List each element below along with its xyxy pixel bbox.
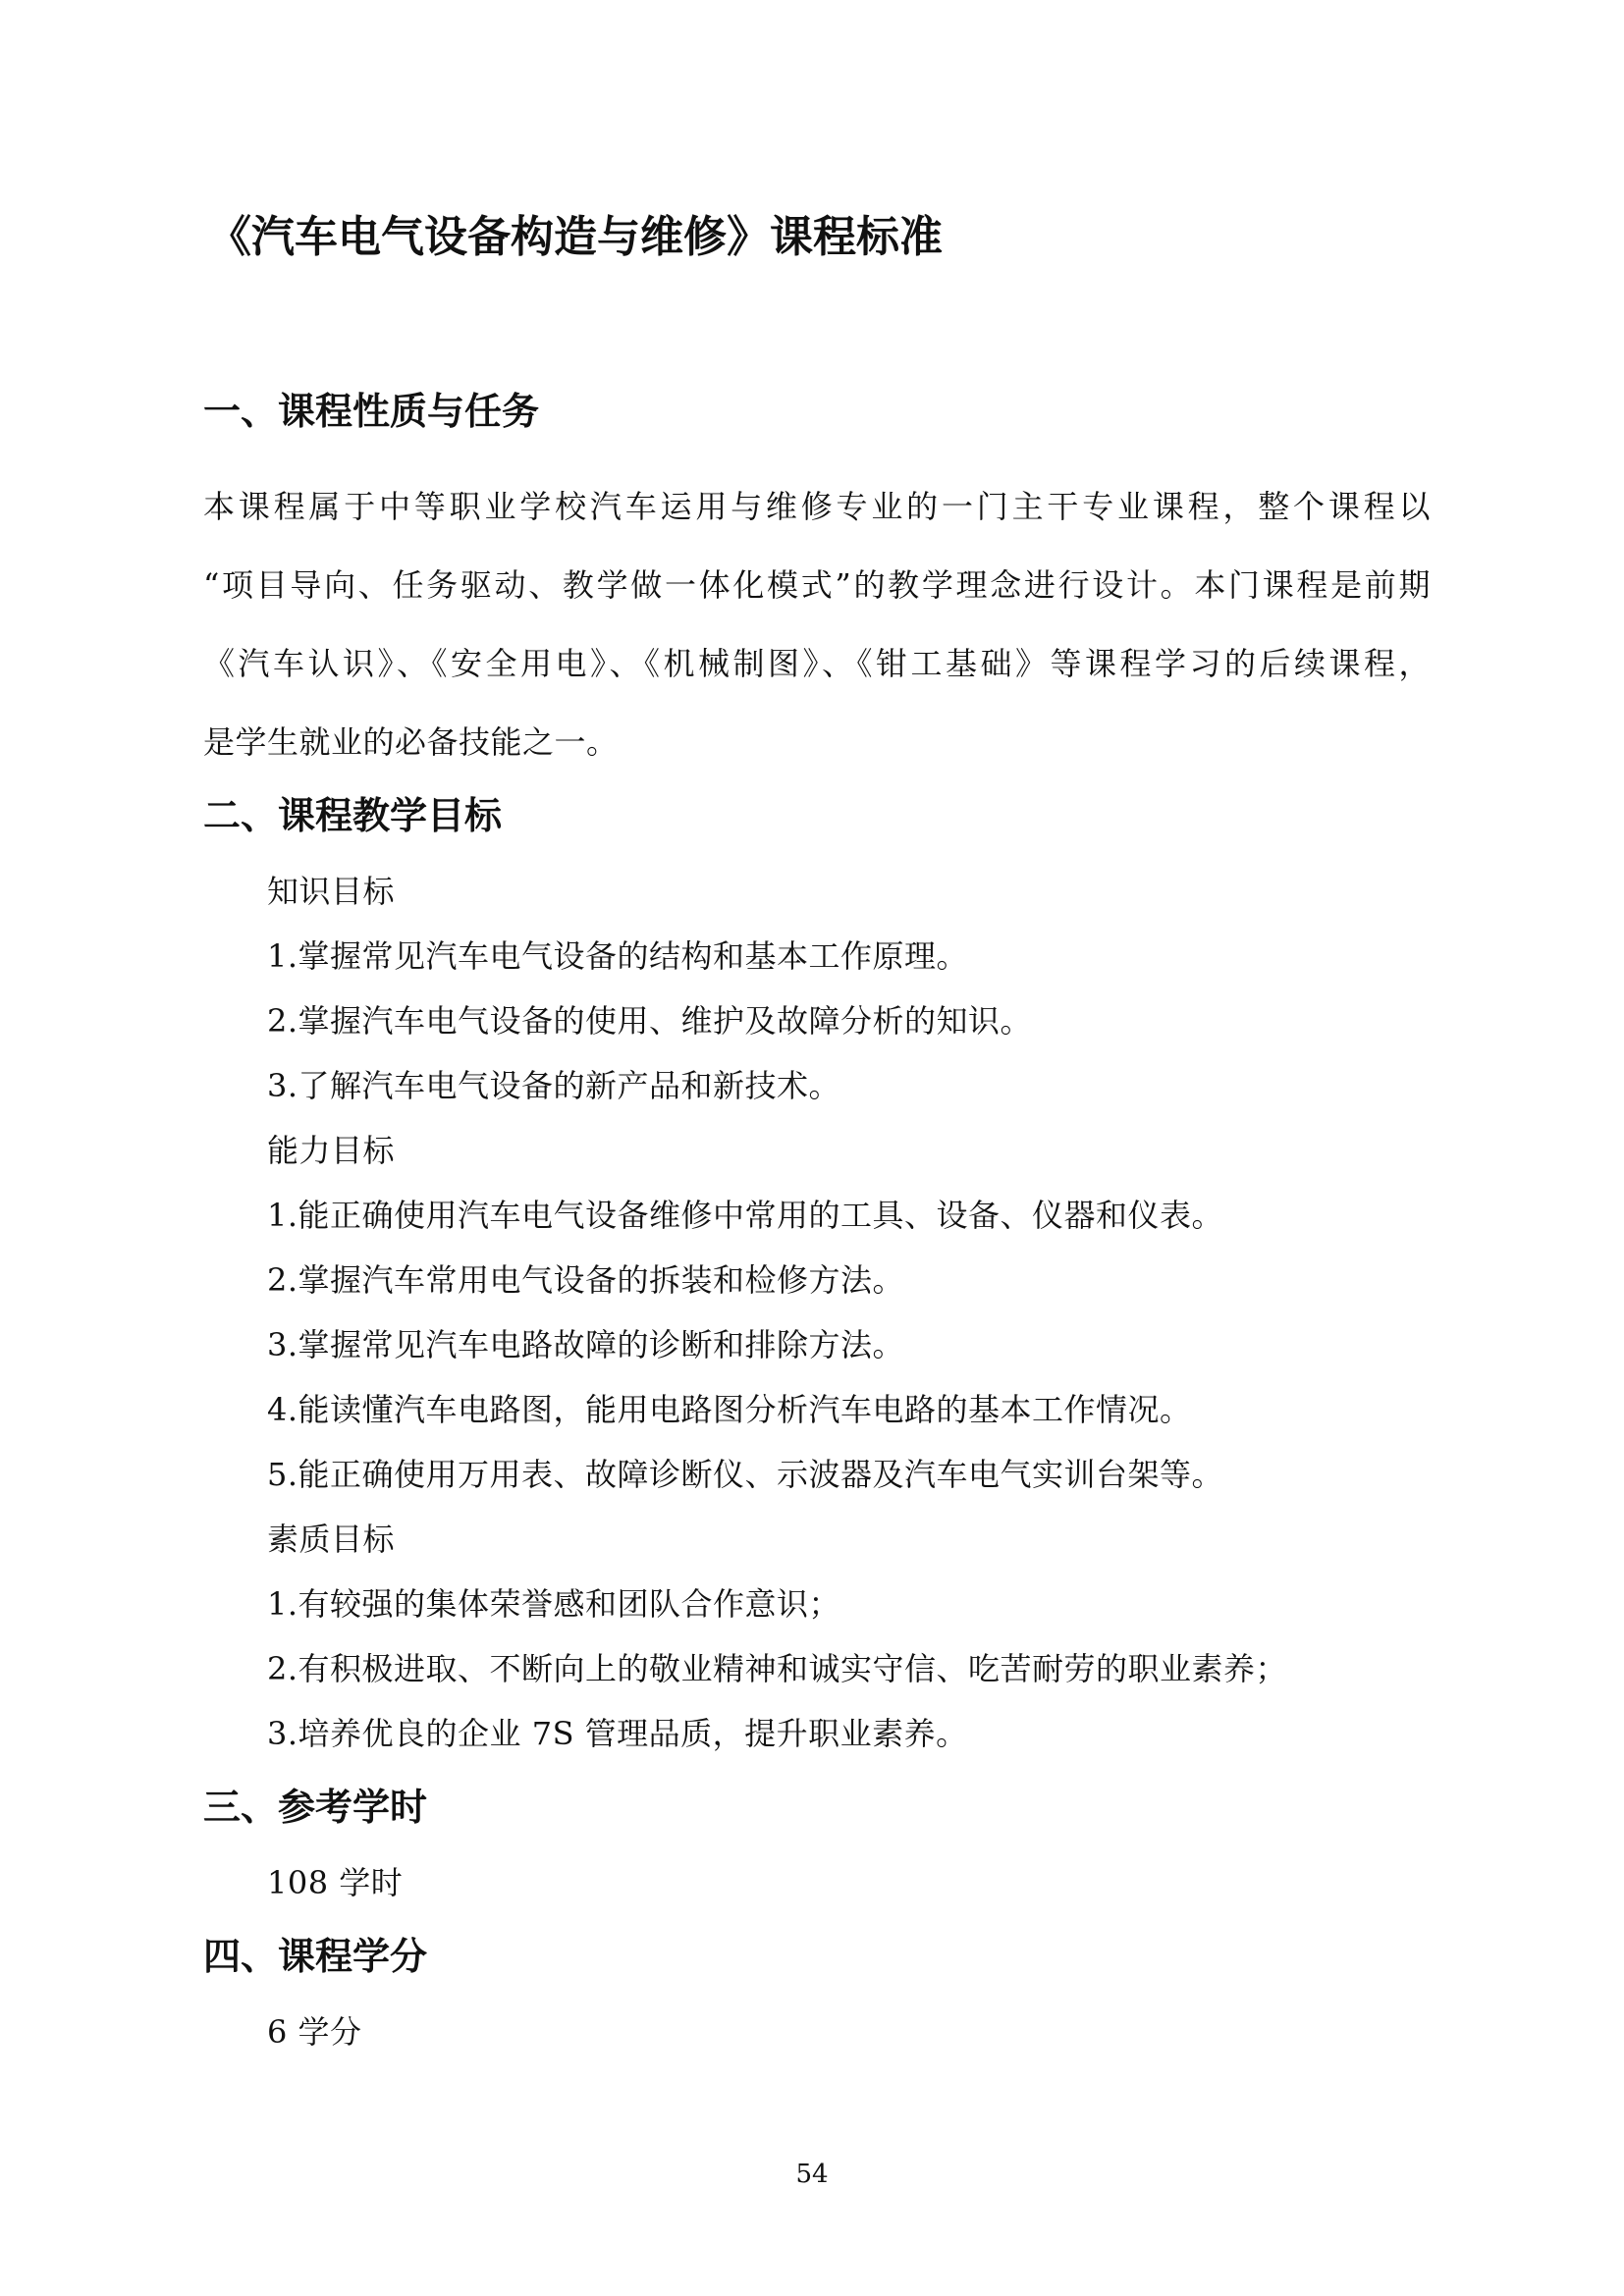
quality-goal-item: 2.有积极进取、不断向上的敬业精神和诚实守信、吃苦耐劳的职业素养； — [267, 1650, 1288, 1687]
section-heading-course-nature: 一、课程性质与任务 — [203, 390, 540, 433]
reference-hours-value: 108 学时 — [267, 1864, 404, 1901]
knowledge-goal-item: 1.掌握常见汽车电气设备的结构和基本工作原理。 — [267, 937, 969, 975]
paragraph-line: “项目导向、任务驱动、教学做一体化模式”的教学理念进行设计。本门课程是前期 — [203, 566, 1431, 604]
quality-goal-item: 1.有较强的集体荣誉感和团队合作意识； — [267, 1585, 841, 1623]
ability-goal-item: 5.能正确使用万用表、故障诊断仪、示波器及汽车电气实训台架等。 — [267, 1456, 1224, 1493]
section-heading-teaching-goals: 二、课程教学目标 — [203, 794, 503, 837]
knowledge-goal-item: 2.掌握汽车电气设备的使用、维护及故障分析的知识。 — [267, 1002, 1033, 1040]
page-number: 54 — [795, 2160, 829, 2189]
document-title: 《汽车电气设备构造与维修》课程标准 — [208, 212, 943, 262]
paragraph-line: 本课程属于中等职业学校汽车运用与维修专业的一门主干专业课程，整个课程以 — [203, 488, 1431, 525]
section-heading-course-credits: 四、课程学分 — [203, 1935, 428, 1978]
ability-goal-item: 2.掌握汽车常用电气设备的拆装和检修方法。 — [267, 1261, 905, 1299]
quality-goal-label: 素质目标 — [267, 1521, 396, 1558]
paragraph-line: 是学生就业的必备技能之一。 — [203, 723, 619, 761]
quality-goal-item: 3.培养优良的企业 7S 管理品质，提升职业素养。 — [267, 1715, 968, 1752]
ability-goal-label: 能力目标 — [267, 1132, 396, 1169]
ability-goal-item: 3.掌握常见汽车电路故障的诊断和排除方法。 — [267, 1326, 905, 1363]
course-credits-value: 6 学分 — [267, 2013, 362, 2051]
knowledge-goal-item: 3.了解汽车电气设备的新产品和新技术。 — [267, 1067, 841, 1104]
ability-goal-item: 1.能正确使用汽车电气设备维修中常用的工具、设备、仪器和仪表。 — [267, 1197, 1224, 1234]
ability-goal-item: 4.能读懂汽车电路图，能用电路图分析汽车电路的基本工作情况。 — [267, 1391, 1192, 1428]
section-heading-reference-hours: 三、参考学时 — [203, 1786, 428, 1829]
knowledge-goal-label: 知识目标 — [267, 873, 396, 910]
paragraph-line: 《汽车认识》、《安全用电》、《机械制图》、《钳工基础》等课程学习的后续课程， — [203, 645, 1431, 682]
